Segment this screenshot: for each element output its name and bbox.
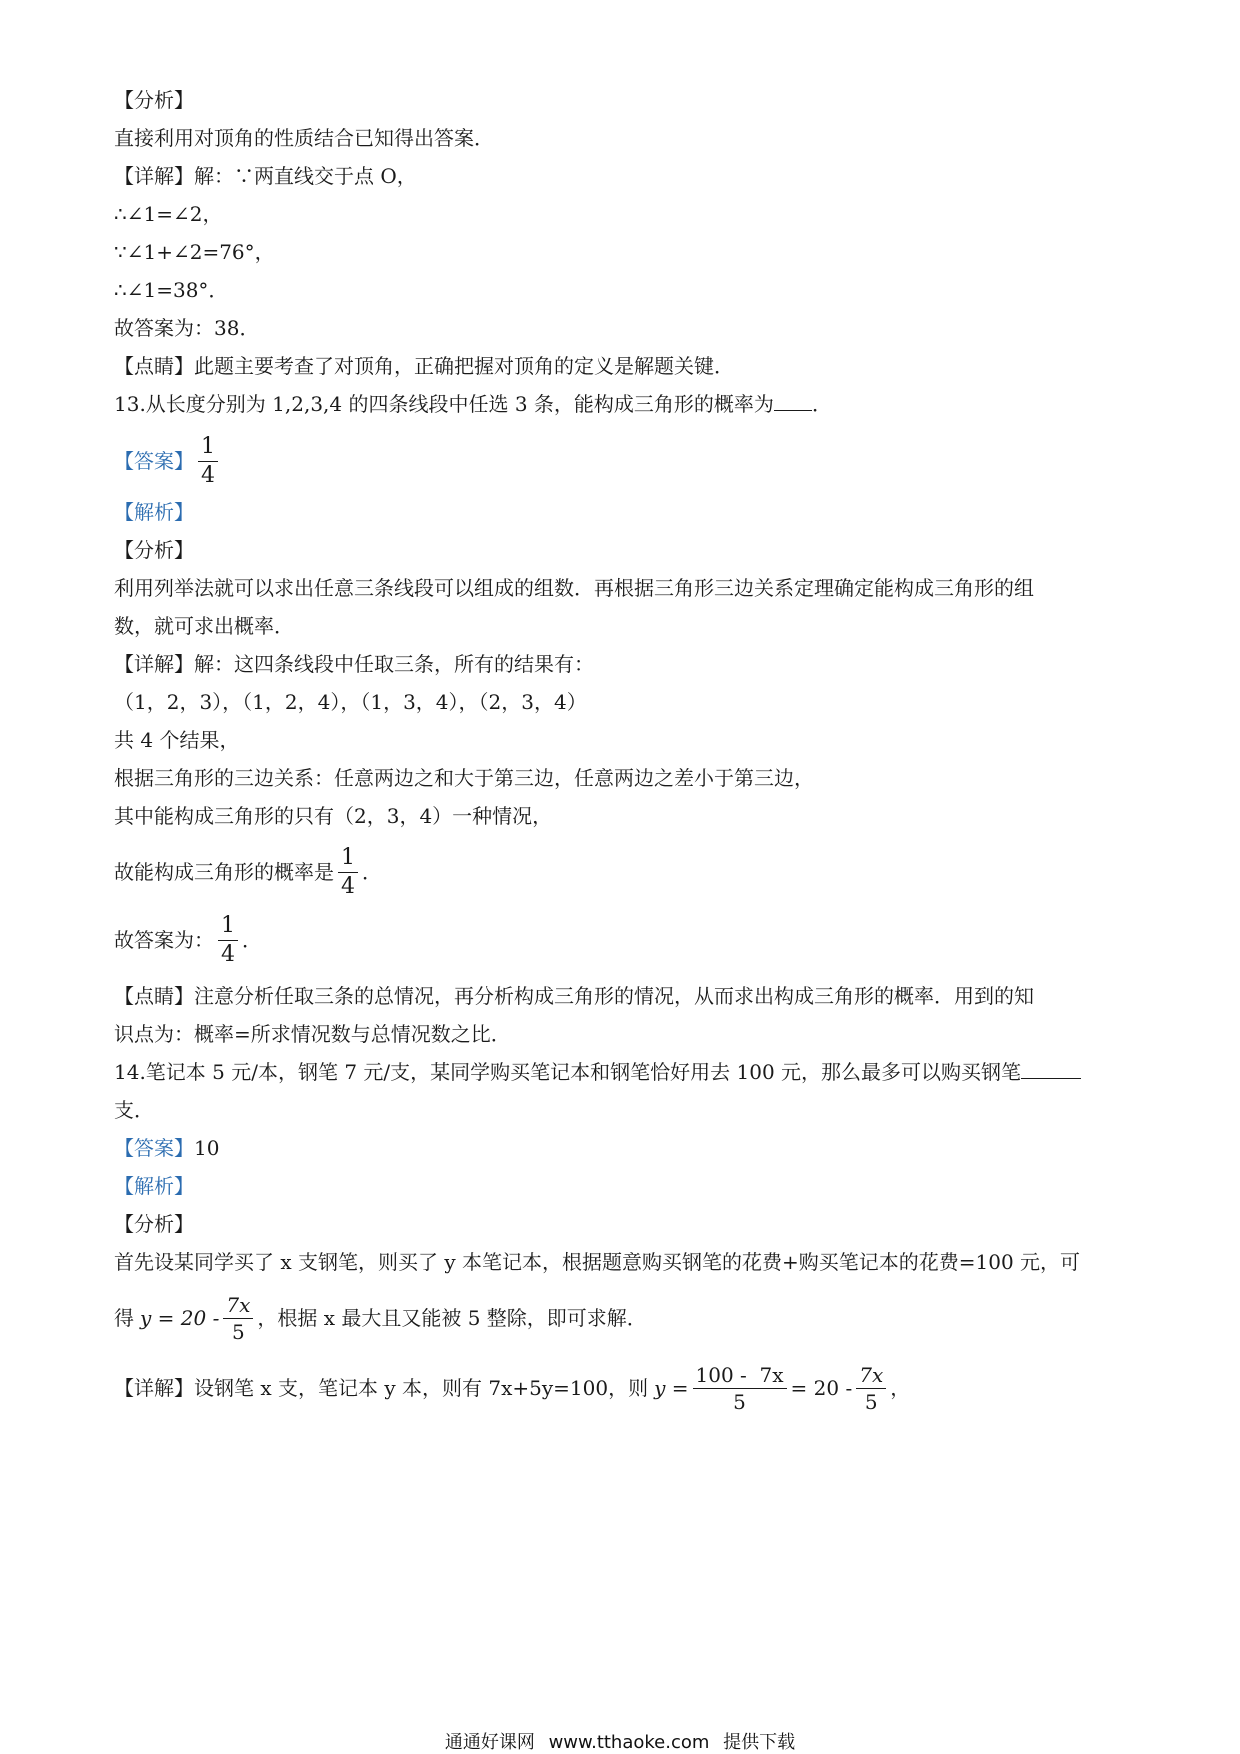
equation: y = bbox=[654, 1376, 689, 1400]
question-text: 14.笔记本 5 元/本，钢笔 7 元/支，某同学购买笔记本和钢笔恰好用去 100 元，那么最多可以购买钢笔 bbox=[114, 1060, 1022, 1084]
fraction-numerator: 1 bbox=[198, 436, 218, 462]
solution-line: 根据三角形的三边关系：任意两边之和大于第三边，任意两边之差小于第三边， bbox=[114, 766, 814, 790]
solution-line: 【详解】解：∵两直线交于点 O， bbox=[114, 164, 417, 188]
text: ， bbox=[890, 1376, 911, 1400]
answer-blank bbox=[774, 392, 812, 411]
section-heading-analysis: 【分析】 bbox=[114, 1212, 194, 1236]
solution-line: ∵∠1+∠2=76°， bbox=[114, 240, 275, 264]
footer-note: 提供下载 bbox=[723, 1732, 796, 1753]
footer-url[interactable]: www.tthaoke.com bbox=[548, 1732, 710, 1753]
fraction-numerator: 7x bbox=[856, 1365, 886, 1389]
solution-line: （1，2，3），（1，2，4），（1，3，4），（2，3，4） bbox=[114, 690, 587, 714]
section-heading-explanation: 【解析】 bbox=[114, 500, 194, 524]
fraction-numerator: 1 bbox=[338, 847, 358, 873]
solution-line: 共 4 个结果， bbox=[114, 728, 240, 752]
question-14-cont: 支． bbox=[114, 1098, 154, 1122]
solution-line: ∴∠1=∠2， bbox=[114, 202, 223, 226]
fraction bbox=[223, 1292, 253, 1344]
answer-13 bbox=[114, 433, 222, 488]
fraction-denominator: 5 bbox=[733, 1389, 746, 1414]
answer-blank bbox=[1021, 1060, 1081, 1079]
fraction-denominator: 4 bbox=[341, 873, 355, 899]
fraction-denominator: 5 bbox=[231, 1319, 245, 1344]
section-heading-analysis: 【分析】 bbox=[114, 538, 194, 562]
text: 故答案为： bbox=[114, 928, 214, 952]
equation: = 20 - bbox=[790, 1376, 853, 1400]
fraction-denominator: 5 bbox=[864, 1389, 878, 1414]
fraction bbox=[218, 912, 238, 967]
footer-site-name: 通通好课网 bbox=[444, 1732, 535, 1753]
paragraph: 利用列举法就可以求出任意三条线段可以组成的组数．再根据三角形三边关系定理确定能构成三角形的组 bbox=[114, 576, 1034, 600]
answer-14 bbox=[114, 1134, 219, 1162]
fraction bbox=[338, 844, 358, 899]
fraction bbox=[198, 433, 218, 488]
solution-line: ∴∠1=38°． bbox=[114, 278, 229, 302]
solution-formula bbox=[114, 1362, 910, 1414]
answer-line: 故答案为：38． bbox=[114, 316, 260, 340]
section-heading-analysis: 【分析】 bbox=[114, 88, 194, 112]
text: ． bbox=[362, 860, 382, 884]
paragraph: 直接利用对顶角的性质结合已知得出答案． bbox=[114, 126, 494, 150]
answer-value: 10 bbox=[194, 1136, 220, 1160]
section-heading-explanation: 【解析】 bbox=[114, 1174, 194, 1198]
paragraph: 首先设某同学买了 x 支钢笔，则买了 y 本笔记本，根据题意购买钢笔的花费+购买笔记本的花费=100 元，可 bbox=[114, 1250, 1081, 1274]
answer-label: 【答案】 bbox=[114, 1136, 194, 1160]
question-13 bbox=[114, 390, 832, 418]
text: ． bbox=[242, 928, 262, 952]
text: 得 bbox=[114, 1306, 134, 1330]
comment-line: 【点睛】此题主要考查了对顶角，正确把握对顶角的定义是解题关键． bbox=[114, 354, 734, 378]
paragraph-formula bbox=[114, 1292, 647, 1344]
question-text: 13.从长度分别为 1,2,3,4 的四条线段中任选 3 条，能构成三角形的概率为 bbox=[114, 392, 774, 416]
question-14 bbox=[114, 1058, 1081, 1086]
text: 故能构成三角形的概率是 bbox=[114, 860, 334, 884]
text: ，根据 x 最大且又能被 5 整除，即可求解． bbox=[257, 1306, 647, 1330]
solution-line: 其中能构成三角形的只有（2，3，4）一种情况， bbox=[114, 804, 553, 828]
fraction-numerator: 1 bbox=[218, 915, 238, 941]
fraction bbox=[856, 1362, 886, 1414]
equation: y = 20 - bbox=[140, 1306, 220, 1330]
fraction-numerator: 7x bbox=[223, 1295, 253, 1319]
question-end: ． bbox=[811, 392, 832, 416]
answer-label: 【答案】 bbox=[114, 449, 194, 473]
comment-line: 【点睛】注意分析任取三条的总情况，再分析构成三角形的情况，从而求出构成三角形的概率．用到的知 bbox=[114, 984, 1034, 1008]
paragraph: 数，就可求出概率． bbox=[114, 614, 294, 638]
solution-line: 【详解】解：这四条线段中任取三条，所有的结果有： bbox=[114, 652, 594, 676]
fraction-denominator: 4 bbox=[201, 462, 215, 488]
text: 【详解】设钢笔 x 支，笔记本 y 本，则有 7x+5y=100，则 bbox=[114, 1376, 649, 1400]
comment-line: 识点为：概率=所求情况数与总情况数之比． bbox=[114, 1022, 511, 1046]
fraction-numerator: 100 - 7x bbox=[693, 1365, 787, 1389]
fraction-denominator: 4 bbox=[221, 941, 235, 967]
page-footer bbox=[0, 1728, 1240, 1754]
fraction bbox=[693, 1362, 787, 1414]
solution-line-fraction bbox=[114, 846, 382, 898]
answer-line-fraction bbox=[114, 914, 262, 966]
